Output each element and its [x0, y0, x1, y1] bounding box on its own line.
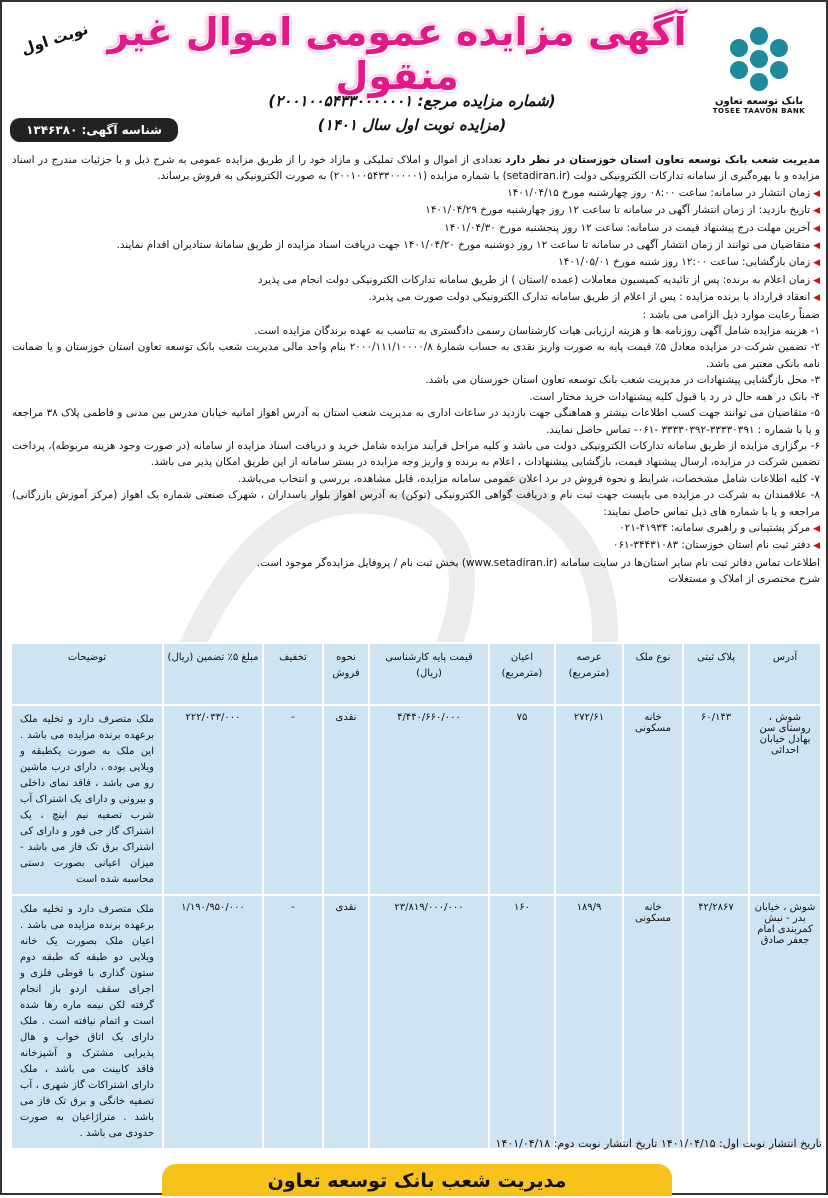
- header-discount: تخفیف: [263, 643, 323, 705]
- intro-paragraph: [12, 152, 820, 185]
- schedule-item: ◀ آخرین مهلت درج پیشنهاد قیمت در سامانه: ساعت ۱۲ روز پنجشنبه مورخ ۱۴۰۱/۰۴/۳۰: [12, 220, 820, 237]
- notes-heading: ضمناً رعایت موارد ذیل الزامی می باشد :: [642, 308, 820, 321]
- contacts-note: اطلاعات تماس دفاتر ثبت نام سایر استان‌ها در سایت سامانه (www.setadiran.ir) بخش ثبت نام / پروفایل مزایده‌گر موجود است.: [256, 556, 820, 569]
- bank-logo: [704, 22, 814, 132]
- header-building: اعیان (مترمربع): [489, 643, 555, 705]
- cell-plaque: ۴۲/۲۸۶۷: [683, 895, 749, 1149]
- cell-guarantee: ۱/۱۹۰/۹۵۰/۰۰۰: [163, 895, 263, 1149]
- note-item: ۴- بانک در همه حال در رد یا قبول کلیه پیشنهادات خرید مختار است.: [529, 390, 820, 403]
- cell-discount: -: [263, 895, 323, 1149]
- contact-item: ◀ مرکز پشتیبانی و راهبری سامانه: ۴۱۹۳۴-۰۲۱: [12, 520, 820, 537]
- cell-type: خانه مسکونی: [623, 705, 683, 895]
- note-item: ۱- هزینه مزایده شامل آگهی روزنامه ها و هزینه ارزیابی هیات کارشناسان رسمی دادگستری به تناسب به عهده برندگان مزایده است.: [254, 325, 820, 338]
- footer-banner: مدیریت شعب بانک توسعه تعاون: [162, 1164, 672, 1196]
- schedule-item: ◀ انعقاد قرارداد با برنده مزایده : پس از اعلام از طریق سامانه تدارک الکترونیکی دولت صورت می پذیرد.: [12, 289, 820, 306]
- bank-name-en: TOSEE TAAVON BANK: [712, 107, 806, 115]
- cell-building: ۷۵: [489, 705, 555, 895]
- note-item: ۷- کلیه اطلاعات شامل مشخصات، شرایط و نحوه فروش در برد اعلان عمومی سامانه مزایده، قابل مشاهده، بررسی و انتخاب می‌باشد.: [237, 472, 820, 485]
- schedule-item: ◀ زمان اعلام به برنده: پس از تائیدیه کمیسیون معاملات (عمده /استان ) از طریق سامانه تدارکات الکترونیکی دولت انجام می پذیرد: [12, 272, 820, 289]
- ad-id-badge: شناسه آگهی: ۱۳۴۶۳۸۰: [10, 118, 178, 142]
- cell-sale: نقدی: [323, 705, 369, 895]
- cell-address: شوش ، خیابان بدر - نبش کمربندی امام جعفر صادق: [749, 895, 821, 1149]
- schedule-item: ◀ متقاضیان می توانند از زمان انتشار آگهی در سامانه تا ساعت ۱۲ روز دوشنبه مورخ ۱۴۰۱/۰۴/۲۰ جهت دریافت اسناد مزایده از طریق سامانهٔ ستادیران اقدام نمایند.: [12, 237, 820, 254]
- cell-land: ۲۷۲/۶۱: [555, 705, 623, 895]
- schedule-item: ◀ تاریخ بازدید: از زمان انتشار آگهی در سامانه تا ساعت ۱۲ روز چهارشنبه مورخ ۱۴۰۱/۰۴/۲۹: [12, 202, 820, 219]
- header-type: نوع ملک: [623, 643, 683, 705]
- table-caption: شرح مختصری از املاک و مستغلات: [668, 573, 820, 586]
- note-item: ۵- متقاضیان می توانند جهت کسب اطلاعات بیشتر و هماهنگی جهت بازدید در ساعات اداری به مدیریت شعب استان به آدرس اهواز امانیه خیابان مدرس بین مدنی و فاطمی پلاک ۳۸ مراجعه و یا با شماره : ۳۳۳۳۰۳۹۱-۳۳۳۳۰۳۹۲ -۰۶۱- تماس حاصل نمایند.: [12, 407, 820, 436]
- header-sale: نحوه فروش: [323, 643, 369, 705]
- header-description: توضیحات: [11, 643, 163, 705]
- contact-item: ◀ دفتر ثبت نام استان خوزستان: ۳۴۴۳۱۰۸۳-۰۶۱: [12, 537, 820, 554]
- header-guarantee: مبلغ ۵٪ تضمین (ریال): [163, 643, 263, 705]
- page-title: آگهی مزایده عمومی اموال غیر منقول: [107, 10, 687, 98]
- intro-bold: مدیریت شعب بانک توسعه تعاون استان خوزستان در نظر دارد: [505, 154, 821, 166]
- header-address: آدرس: [749, 643, 821, 705]
- note-item: ۶- برگزاری مزایده از طریق سامانه تدارکات الکترونیکی دولت می باشد و کلیه مراحل فرآیند مزایده شامل خرید و دریافت اسناد مزایده از سامانه (در صورت وجود هزینه مربوطه)، پرداخت تضمین شرکت در مزایده، ارسال پیشنهاد قیمت، بازگشایی پیشنهادات ، اعلام به برنده و واریز وجه مزایده در بستر سامانه از این طریق امکان پذیر می باشد.: [12, 439, 820, 469]
- cell-description: ملک متصرف دارد و تخلیه ملک برعهده برنده مزایده می باشد . این ملک به صورت یکطبقه و ویلایی بوده ، دارای درب ماشین رو می باشد ، فاقد نمای داخلی و بیرونی و دارای یک اشتراک آب شرب تصفیه نیم اینچ ، یک اشتراک گاز جی فور و دارای کی اشتراک برق تک فاز می باشد - میزان اعیانی بصورت دستی محاسبه شده است: [11, 705, 163, 895]
- note-item: ۸- علاقمندان به شرکت در مزایده می بایست جهت ثبت نام و دریافت گواهی الکترونیکی (توکن) به آدرس اهواز بلوار باسداران ، شهرک صنعتی شماره یک اهواز (مرکز آموزش بازرگانی) مراجعه و یا با شماره های ذیل تماس حاصل نمایند:: [12, 489, 820, 518]
- bank-logo-icon: [723, 22, 795, 94]
- reference-number: (شماره مزایده مرجع: ۲۰۰۱۰۰۵۴۳۳۰۰۰۰۰۰۱): [268, 92, 556, 110]
- round-year: (مزایده نوبت اول سال ۱۴۰۱): [317, 116, 507, 134]
- cell-description: ملک متصرف دارد و تخلیه ملک برعهده برنده مزایده می باشد . اعیان ملک بصورت یک خانه ویلایی دو طبقه که طبقه دوم ستون گذاری با قوطی فلزی و اجرای سقف اردو باز انجام گرفته لکن نیمه ماره رها شده است و اتمام نیافته است . ملک دارای یک اتاق خواب و هال پذیرایی مشترک و آشپزخانه فاقد کابینت می باشد ، ملک دارای اشتراکات گاز شهری ، آب تصفیه خانگی و برق تک فاز می باشد . متراژاعیان به صورت حدودی می باشد .: [11, 895, 163, 1149]
- cell-address: شوش ، روستای سن بهادل خیابان احداثی: [749, 705, 821, 895]
- cell-building: ۱۶۰: [489, 895, 555, 1149]
- bank-name-fa: بانک توسعه تعاون: [715, 96, 803, 107]
- header: [2, 2, 828, 150]
- round-tag: نوبت اول: [18, 19, 91, 59]
- table-row: [11, 895, 821, 1149]
- header-plaque: پلاک ثبتی: [683, 643, 749, 705]
- header-land: عرصه (مترمربع): [555, 643, 623, 705]
- note-item: ۳- محل بازگشایی پیشنهادات در مدیریت شعب بانک توسعه تعاون استان خوزستان می باشد.: [425, 374, 820, 387]
- property-table: [10, 642, 822, 1150]
- cell-discount: -: [263, 705, 323, 895]
- note-item: ۲- تضمین شرکت در مزایده معادل ۵٪ قیمت پایه به صورت واریز نقدی به حساب شمارهٔ ۲۰۰۰/۱۱۱/۱۰۰۰۰/۸ بنام واحد مالی مدیریت شعب بانک توسعه تعاون استان خوزستان و یا ضمانت نامه بانکی معتبر می باشد.: [12, 341, 820, 370]
- cell-land: ۱۸۹/۹: [555, 895, 623, 1149]
- cell-sale: نقدی: [323, 895, 369, 1149]
- cell-price: ۴/۴۴۰/۶۶۰/۰۰۰: [369, 705, 489, 895]
- intro-text: تعدادی از اموال و املاک تملیکی و مازاد خود را از طریق مزایده عمومی به شرح ذیل و با جزئیات مندرج در اسناد مزایده و با بهره‌گیری از سامانه تدارکات الکترونیکی دولت (setadiran.ir) با شماره مزایده (۲۰۰۱۰۰۵۴۳۳۰۰۰۰۰۱) به صورت الکترونیکی به فروش برساند.: [12, 154, 820, 183]
- cell-plaque: ۶۰/۱۴۳: [683, 705, 749, 895]
- header-price: قیمت پایه کارشناسی (ریال): [369, 643, 489, 705]
- cell-price: ۲۳/۸۱۹/۰۰۰/۰۰۰: [369, 895, 489, 1149]
- schedule-item: ◀ زمان انتشار در سامانه: ساعت ۰۸:۰۰ روز چهارشنبه مورخ ۱۴۰۱/۰۴/۱۵: [12, 185, 820, 202]
- cell-guarantee: ۲۲۲/۰۳۳/۰۰۰: [163, 705, 263, 895]
- schedule-item: ◀ زمان بازگشایی: ساعت ۱۲:۰۰ روز شنبه مورخ ۱۴۰۱/۰۵/۰۱: [12, 254, 820, 271]
- cell-type: خانه مسکونی: [623, 895, 683, 1149]
- publish-dates: تاریخ انتشار نوبت اول: ۱۴۰۱/۰۴/۱۵ تاریخ انتشار نوبت دوم: ۱۴۰۱/۰۴/۱۸: [495, 1137, 822, 1150]
- notice-body: [12, 152, 820, 588]
- table-header-row: [11, 643, 821, 705]
- table-row: [11, 705, 821, 895]
